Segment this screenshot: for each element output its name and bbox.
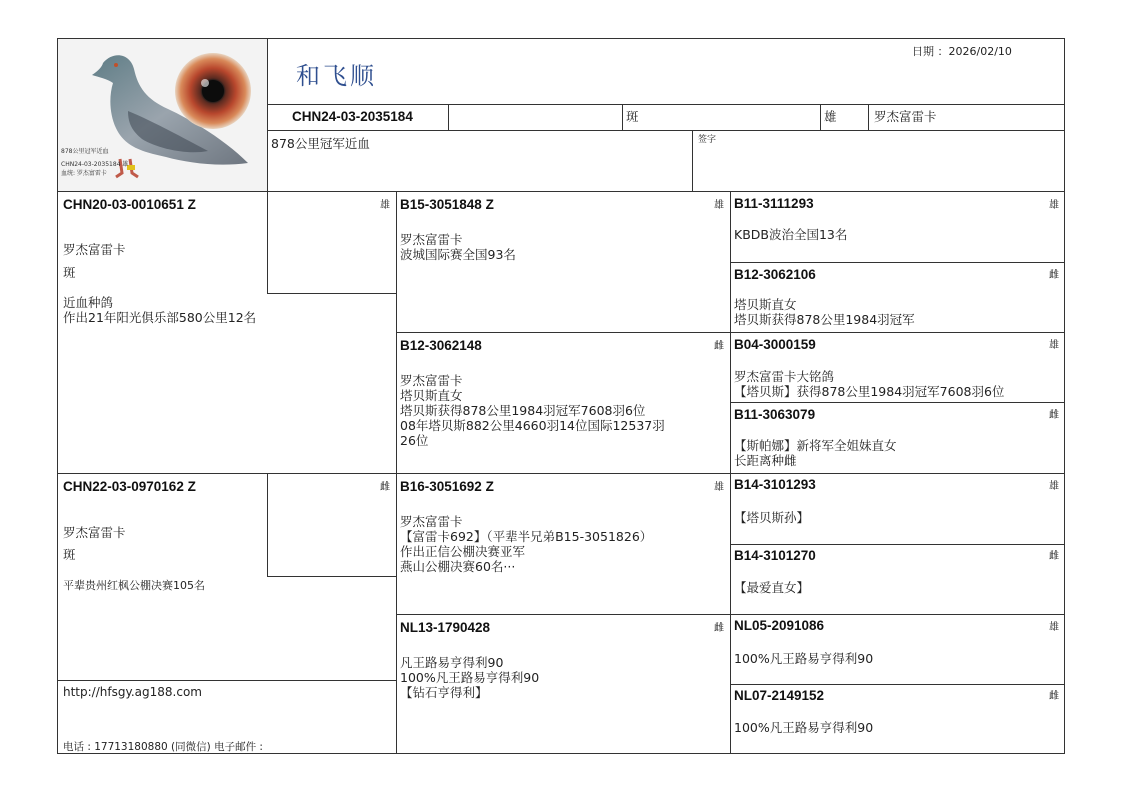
ggp-ssd-sex: 雌 bbox=[1049, 270, 1059, 281]
grandsire-paternal-ring: B15-3051848 Z bbox=[400, 197, 494, 212]
eye-highlight bbox=[201, 79, 209, 87]
divider bbox=[267, 473, 268, 576]
divider bbox=[730, 402, 1065, 403]
photo-caption bbox=[61, 147, 128, 178]
owner-name: 和飞顺 bbox=[296, 62, 377, 90]
divider bbox=[868, 104, 869, 130]
sire-color: 斑 bbox=[63, 265, 76, 280]
divider bbox=[396, 332, 1065, 333]
ggp-sss-notes: KBDB波治全国13名 bbox=[734, 227, 848, 242]
ggp-dsd-notes: 【最爱直女】 bbox=[734, 580, 810, 595]
ggp-sdd-notes: 【斯帕娜】新将军全姐妹直女 长距离种雌 bbox=[734, 438, 897, 468]
grandsire-maternal-sex: 雄 bbox=[714, 482, 724, 493]
ggp-sds-sex: 雄 bbox=[1049, 340, 1059, 351]
ggp-sds-notes: 罗杰富雷卡大铭鸽 【塔贝斯】获得878公里1984羽冠军7608羽6位 bbox=[734, 369, 1005, 399]
ggp-dss-ring: B14-3101293 bbox=[734, 477, 816, 492]
divider bbox=[267, 130, 1065, 131]
ggp-dds-notes: 100%凡王路易亨得利90 bbox=[734, 651, 874, 666]
granddam-paternal-notes: 罗杰富雷卡 塔贝斯直女 塔贝斯获得878公里1984羽冠军7608羽6位 08年塔贝斯882公里4660羽14位国际12537羽 26位 bbox=[400, 373, 665, 448]
dam-ring: CHN22-03-0970162 Z bbox=[63, 479, 196, 494]
website-link[interactable]: http://hfsgy.ag188.com bbox=[63, 685, 202, 699]
grandsire-paternal-notes: 罗杰富雷卡 波城国际赛全国93名 bbox=[400, 232, 516, 262]
sire-notes: 近血种鸽 作出21年阳光俱乐部580公里12名 bbox=[63, 295, 257, 325]
divider bbox=[57, 191, 1065, 192]
photo-caption-line: 血统: 罗杰富雷卡 bbox=[61, 170, 107, 177]
ggp-dsd-ring: B14-3101270 bbox=[734, 548, 816, 563]
divider bbox=[622, 104, 623, 130]
main-color: 斑 bbox=[626, 109, 639, 124]
ggp-dss-notes: 【塔贝斯孙】 bbox=[734, 510, 810, 525]
ggp-dss-sex: 雄 bbox=[1049, 481, 1059, 492]
ggp-ssd-ring: B12-3062106 bbox=[734, 267, 816, 282]
divider bbox=[267, 293, 396, 294]
date-label: 日期 ：2026/02/10 bbox=[912, 45, 1012, 58]
divider bbox=[267, 38, 268, 294]
dam-notes: 平辈贵州红枫公棚决赛105名 bbox=[63, 579, 205, 592]
dam-strain: 罗杰富雷卡 bbox=[63, 525, 126, 540]
ggp-sdd-ring: B11-3063079 bbox=[734, 407, 816, 422]
sire-ring: CHN20-03-0010651 Z bbox=[63, 197, 196, 212]
sire-strain: 罗杰富雷卡 bbox=[63, 242, 126, 257]
divider bbox=[730, 544, 1065, 545]
divider bbox=[267, 104, 1065, 105]
pigeon-photo bbox=[58, 39, 267, 191]
main-strain: 罗杰富雷卡 bbox=[874, 109, 937, 124]
divider bbox=[448, 104, 449, 130]
ggp-ddd-notes: 100%凡王路易亨得利90 bbox=[734, 720, 874, 735]
divider bbox=[730, 262, 1065, 263]
divider bbox=[396, 614, 1065, 615]
photo-caption-line: 878公里冠军近血 bbox=[61, 148, 109, 155]
grandsire-paternal-sex: 雄 bbox=[714, 200, 724, 211]
photo-caption-line: CHN24-03-2035184 雄 bbox=[61, 161, 129, 168]
ggp-sss-sex: 雄 bbox=[1049, 200, 1059, 211]
divider bbox=[57, 680, 396, 681]
dam-color: 斑 bbox=[63, 547, 76, 562]
granddam-maternal-ring: NL13-1790428 bbox=[400, 620, 491, 635]
grandsire-maternal-ring: B16-3051692 Z bbox=[400, 479, 494, 494]
pigeon-eye bbox=[114, 63, 118, 67]
divider bbox=[267, 576, 396, 577]
main-description: 878公里冠军近血 bbox=[271, 136, 370, 151]
ggp-dds-sex: 雄 bbox=[1049, 622, 1059, 633]
ggp-sss-ring: B11-3111293 bbox=[734, 196, 814, 211]
sire-sex: 雄 bbox=[380, 200, 390, 211]
ggp-sdd-sex: 雌 bbox=[1049, 410, 1059, 421]
signature-label: 签字 bbox=[698, 135, 717, 145]
divider bbox=[57, 473, 1065, 474]
granddam-maternal-sex: 雌 bbox=[714, 623, 724, 634]
ggp-dsd-sex: 雌 bbox=[1049, 551, 1059, 562]
dam-sex: 雌 bbox=[380, 482, 390, 493]
granddam-maternal-notes: 凡王路易亨得利90 100%凡王路易亨得利90 【钻石亨得利】 bbox=[400, 655, 540, 700]
ggp-ssd-notes: 塔贝斯直女 塔贝斯获得878公里1984羽冠军 bbox=[734, 297, 915, 327]
ggp-dds-ring: NL05-2091086 bbox=[734, 618, 825, 633]
contact-info: 电话 : 17713180880 (同微信) 电子邮件 : bbox=[63, 741, 263, 753]
main-sex: 雄 bbox=[824, 109, 837, 124]
main-ring-number: CHN24-03-2035184 bbox=[292, 109, 413, 124]
divider bbox=[820, 104, 821, 130]
ggp-ddd-sex: 雌 bbox=[1049, 691, 1059, 702]
divider bbox=[730, 684, 1065, 685]
ggp-ddd-ring: NL07-2149152 bbox=[734, 688, 825, 703]
divider bbox=[692, 130, 693, 191]
granddam-paternal-ring: B12-3062148 bbox=[400, 338, 482, 353]
grandsire-maternal-notes: 罗杰富雷卡 【富雷卡692】（平辈半兄弟B15-3051826） 作出正信公棚决赛亚军 燕山公棚决赛60名··· bbox=[400, 514, 653, 574]
ggp-sds-ring: B04-3000159 bbox=[734, 337, 816, 352]
granddam-paternal-sex: 雌 bbox=[714, 341, 724, 352]
